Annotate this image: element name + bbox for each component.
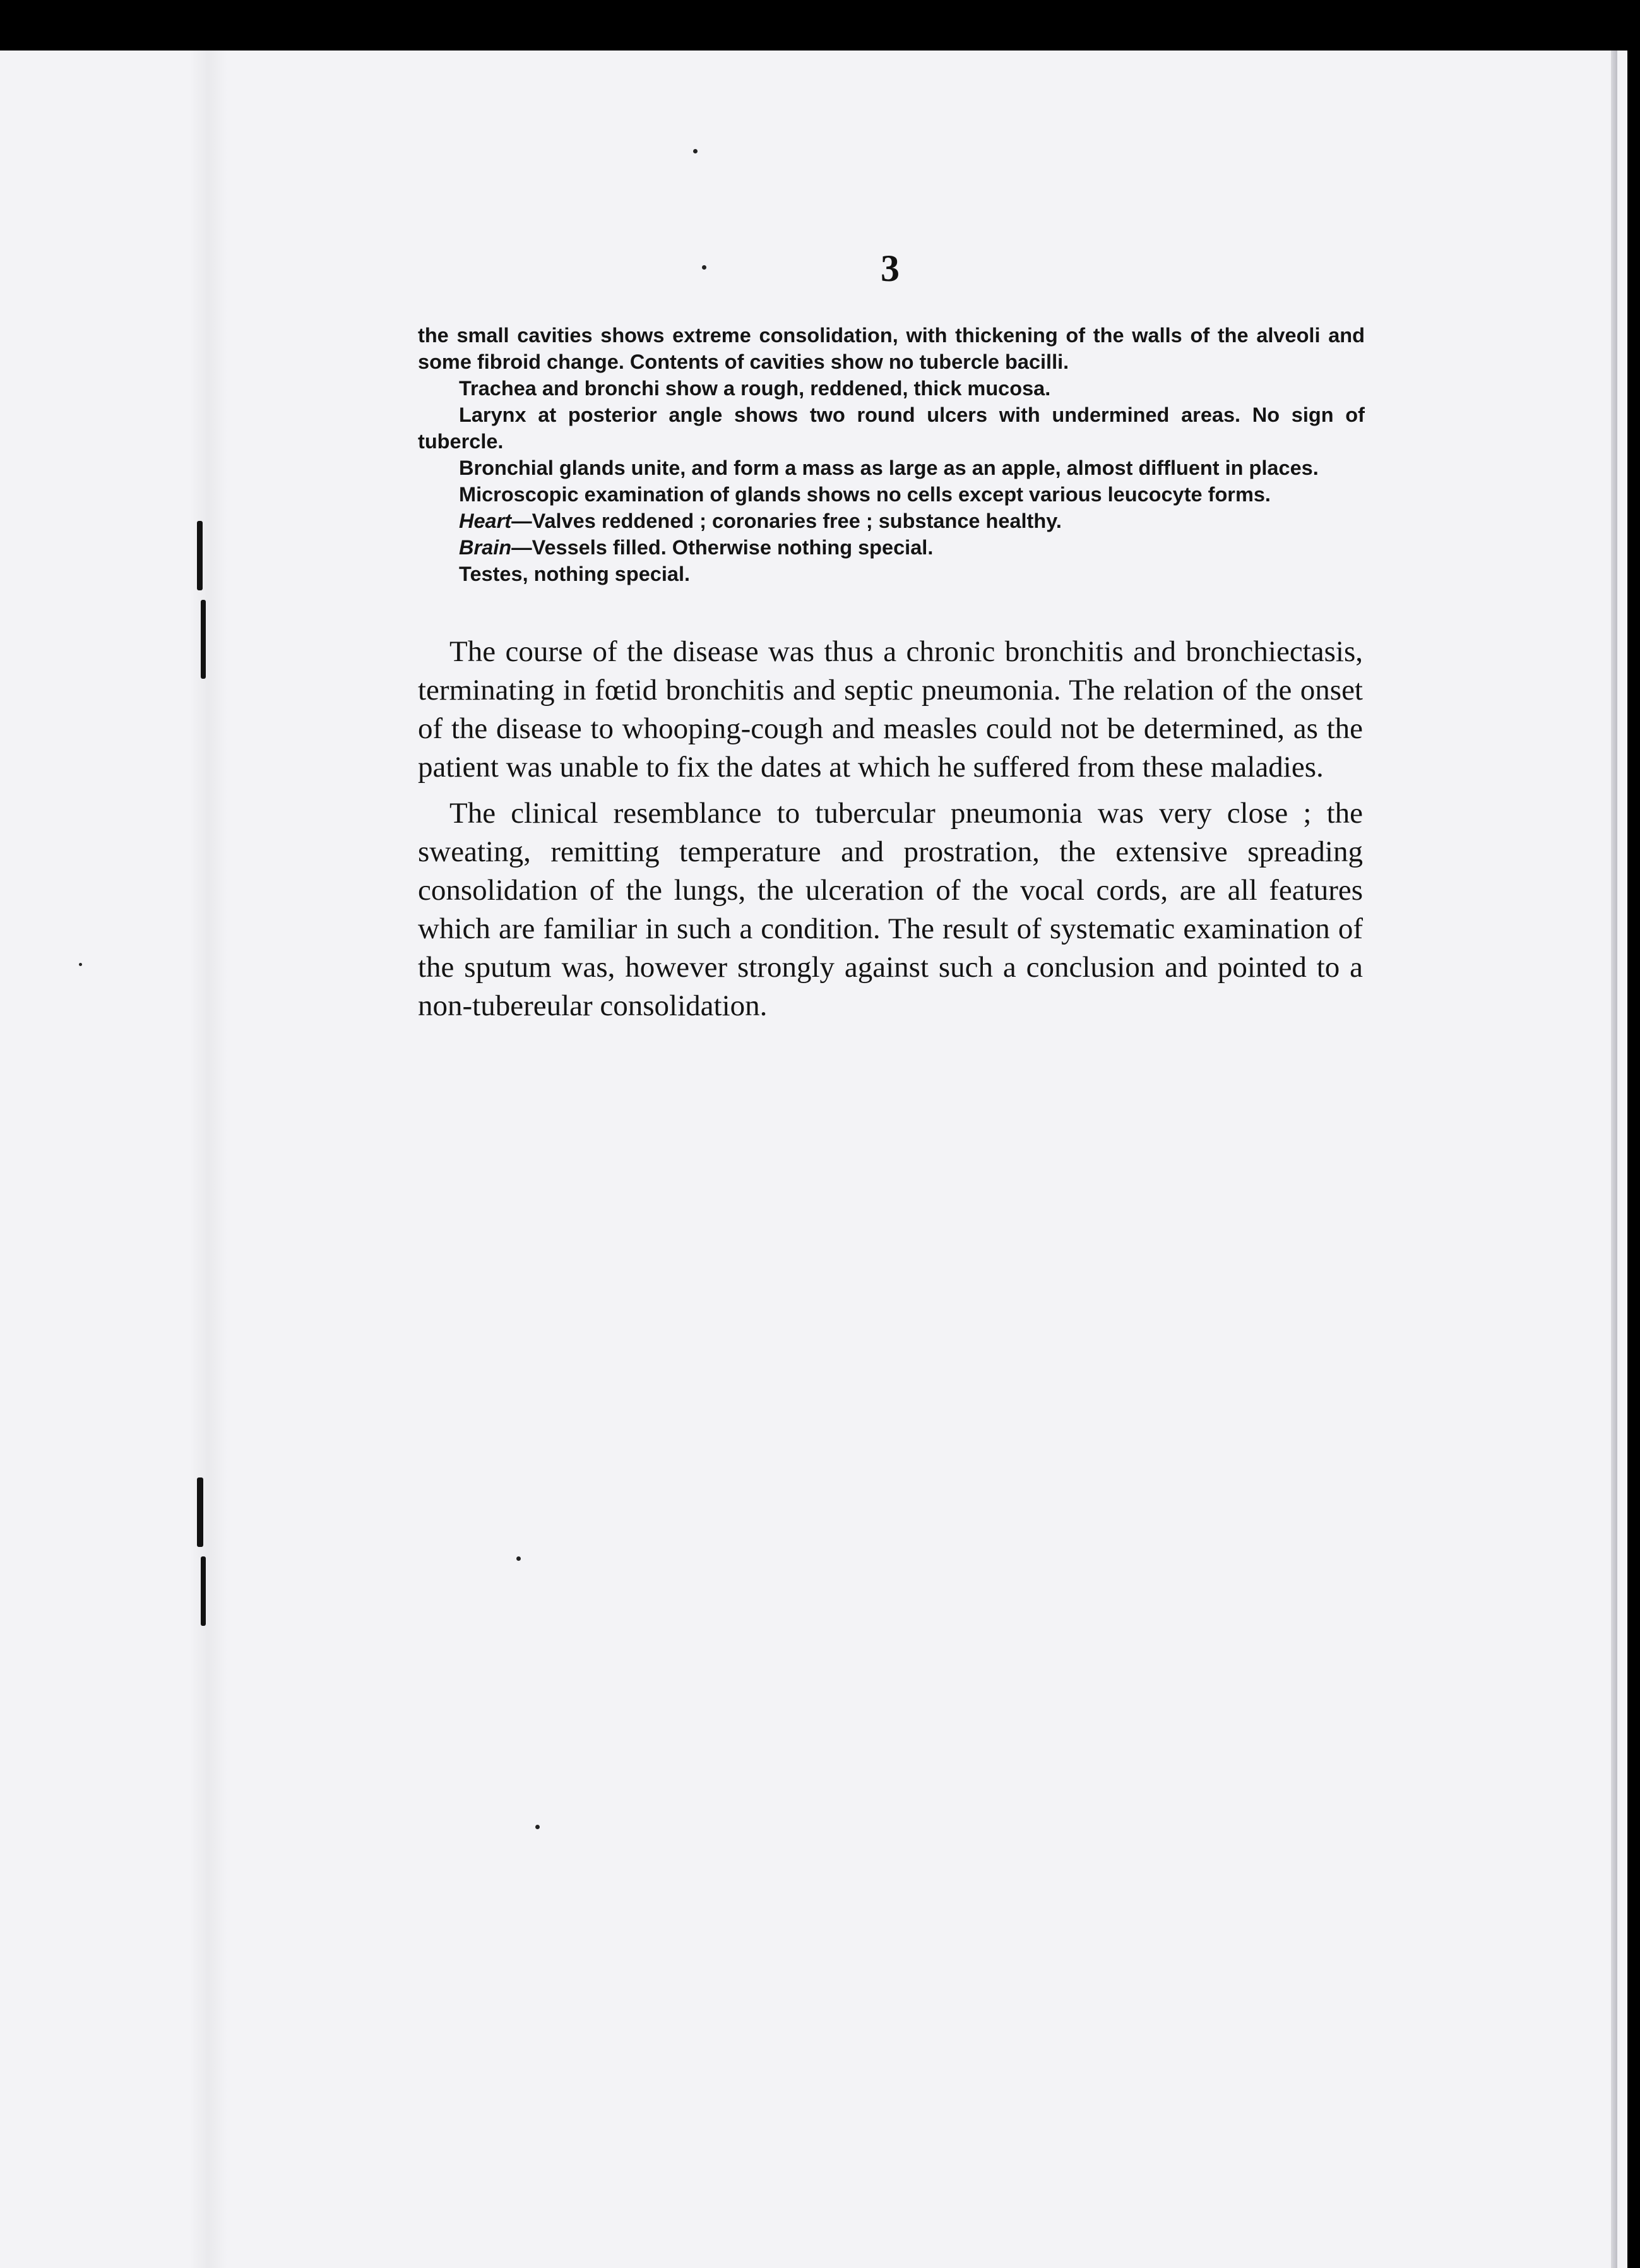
note-line: Testes, nothing special. [459,563,691,585]
paragraph: The course of the disease was thus a chronic bronchitis and bronchiectasis, terminating in fœtid bronchitis and septic pneumonia. The relation of the onset of the disease to whooping-cough and measles could not be determined, as the patient was unable to fix the dates at which he suffered from these maladies. [418,635,1363,784]
note-line: the small cavities shows extreme consolidation, with thickening of the walls of the alveoli and some fibroid change. Contents of cavities show no tubercle bacilli. [418,324,1365,373]
note-line [418,534,1365,561]
scan-speck [535,1825,540,1829]
binding-stitch-mark [201,1556,206,1626]
binding-stitch-mark [197,521,203,590]
note-heading: Brain [459,536,512,559]
autopsy-notes [418,322,1365,587]
note-line: Microscopic examination of glands shows no cells except various leucocyte forms. [459,483,1271,506]
scan-top-border [0,0,1640,51]
note-line: Trachea and bronchi show a rough, reddened, thick mucosa. [459,377,1051,400]
binding-gutter [189,51,227,2268]
binding-stitch-mark [197,1477,203,1547]
note-line: Bronchial glands unite, and form a mass as large as an apple, almost diffluent in places. [459,457,1319,479]
scan-speck [693,149,698,153]
note-line [418,508,1365,534]
page-edge [1611,51,1617,2268]
note-heading: Heart [459,510,512,532]
binding-stitch-mark [201,600,206,679]
note-text: —Vessels filled. Otherwise nothing special. [511,536,934,559]
note-text: —Valves reddened ; coronaries free ; substance healthy. [511,510,1062,532]
scan-speck [702,265,706,270]
scan-speck [516,1556,521,1561]
page-number: 3 [881,248,900,289]
body-text [418,633,1363,1033]
scan-speck [79,963,82,966]
note-line: Larynx at posterior angle shows two round ulcers with undermined areas. No sign of tubercle. [418,403,1365,453]
paragraph: The clinical resemblance to tubercular pneumonia was very close ; the sweating, remitting temperature and prostration, the extensive spreading consolidation of the lungs, the ulceration of the vocal cords, are all features which are familiar in such a condition. The result of systematic examination of the sputum was, however strongly against such a conclusion and pointed to a non-tubereular consolidation. [418,797,1363,1022]
